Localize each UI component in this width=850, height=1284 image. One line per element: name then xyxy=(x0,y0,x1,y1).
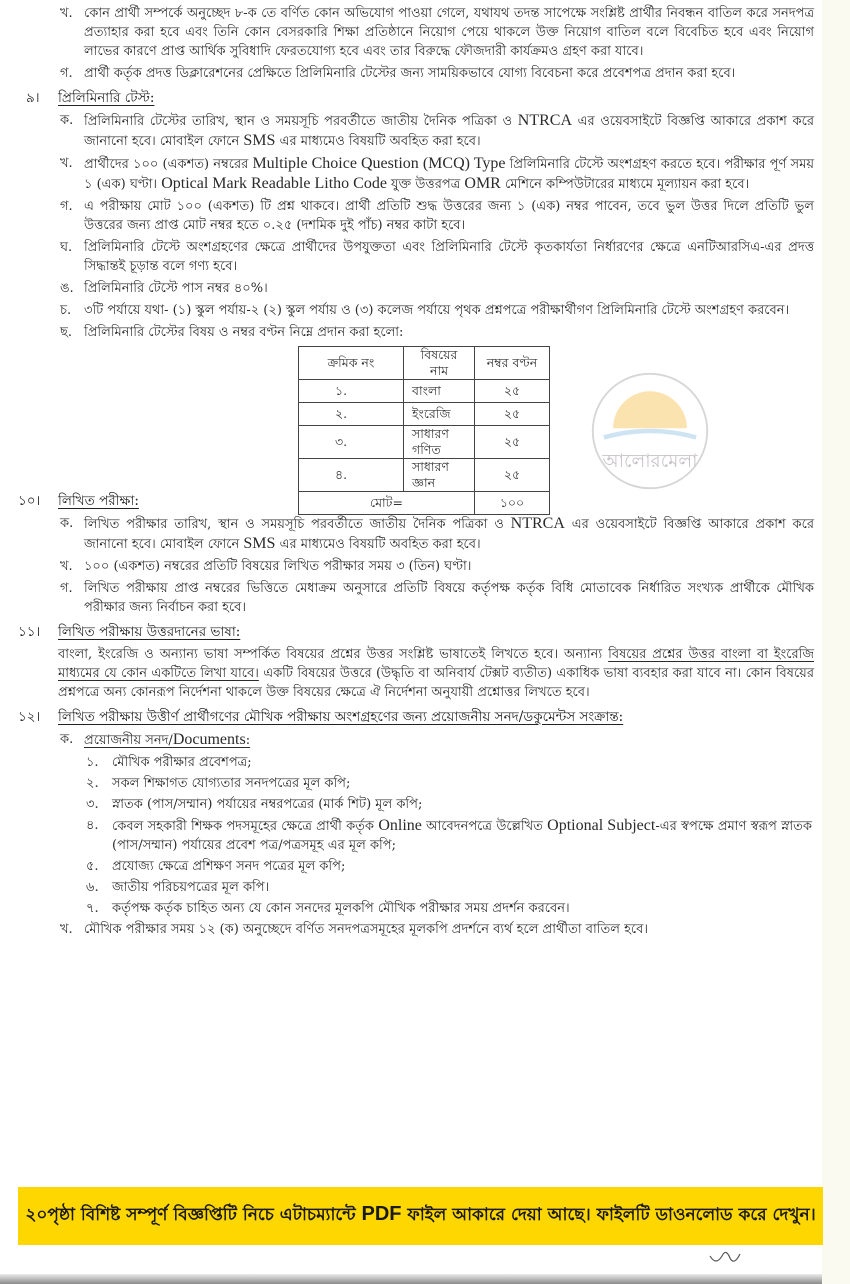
item-text: এর মাধ্যমেও বিষয়টি অবহিত করা হবে। xyxy=(275,134,481,149)
item-label: ৪. xyxy=(86,818,99,833)
page-edge xyxy=(822,0,850,1284)
body-text: বাংলা, ইংরেজি ও অন্যান্য ভাষা সম্পর্কিত বিষয়ের প্রশ্নের উত্তর সংশ্লিষ্ট ভাষাতেই লিখতে হবে। অন্যান্য xyxy=(58,647,609,662)
document-body xyxy=(0,4,822,942)
cell-marks: ২৫ xyxy=(475,403,550,426)
sub-title-en: Documents xyxy=(172,731,246,748)
item-text: প্রিলিমিনারি টেস্টের বিষয় ও নম্বর বণ্টন নিম্নে প্রদান করা হলো: xyxy=(84,325,404,340)
handwritten-signature xyxy=(690,1248,820,1272)
underlined-text: বিষয়ের প্রশ্নের উত্তর বাংলা বা ইংরেজি মাধ্যমের যে কোন একটিতে লিখা যাবে। xyxy=(58,647,814,681)
cell-subject: ইংরেজি xyxy=(404,403,475,426)
section-title: প্রিলিমিনারি টেস্ট: xyxy=(58,90,155,106)
s9-item-kha xyxy=(60,154,815,194)
cell-subject: সাধারণ জ্ঞান xyxy=(404,459,475,492)
section-number: ১২। xyxy=(18,709,41,725)
s12-sub-ka xyxy=(60,730,814,750)
sms-text: SMS xyxy=(243,535,276,552)
sms-text: SMS xyxy=(243,132,276,149)
section-number: ১০। xyxy=(18,493,41,509)
item-text: ৩টি পর্যায়ে যথা- (১) স্কুল পর্যায়-২ (২) স্কুল পর্যায় ও (৩) কলেজ পর্যায়ে পৃথক প্রশ্নপত্রে পরীক্ষার্থীগণ প্রিলিমিনারি টেস্টে অংশগ্রহণ করবেন। xyxy=(84,303,790,318)
item-kha-prev xyxy=(60,4,814,61)
s10-item-kha xyxy=(60,557,814,576)
s9-item-gha xyxy=(60,238,814,276)
item-text: কেবল সহকারী শিক্ষক পদসমূহের ক্ষেত্রে প্রার্থী কর্তৃক xyxy=(112,819,379,834)
s9-item-chha xyxy=(60,323,814,342)
item-label: খ. xyxy=(60,559,73,574)
section-9-heading xyxy=(26,88,822,108)
s9-item-cha xyxy=(60,301,814,320)
item-label: ছ. xyxy=(60,325,73,340)
ntrca-text: NTRCA xyxy=(517,112,573,129)
section-10-heading xyxy=(18,491,822,511)
cell-marks: ২৫ xyxy=(475,459,550,492)
item-text: প্রিলিমিনারি টেস্টের তারিখ, স্থান ও সময়সূচি পরবর্তীতে জাতীয় দৈনিক পত্রিকা ও xyxy=(84,114,518,129)
s11-body xyxy=(58,645,814,702)
item-text: লিখিত পরীক্ষার তারিখ, স্থান ও সময়সূচি পরবর্তীতে জাতীয় দৈনিক পত্রিকা ও xyxy=(84,517,511,532)
page-bottom-edge xyxy=(0,1274,822,1284)
total-value: ১০০ xyxy=(475,492,550,515)
cell-subject: বাংলা xyxy=(404,380,475,403)
s10-item-ga xyxy=(60,579,814,617)
item-label: গ. xyxy=(60,199,73,214)
doc-item-5 xyxy=(86,857,812,876)
item-text: প্রিলিমিনারি টেস্টে পাস নম্বর ৪০%। xyxy=(84,281,268,296)
online-text: Online xyxy=(378,817,422,834)
item-text: ১০০ (একশত) নম্বরের প্রতিটি বিষয়ের লিখিত পরীক্ষার সময় ৩ (তিন) ঘণ্টা। xyxy=(84,559,472,574)
doc-item-6 xyxy=(86,878,812,897)
item-text: প্রার্থীদের ১০০ (একশত) নম্বরের xyxy=(84,157,253,172)
table-row xyxy=(299,380,550,403)
cell-marks: ২৫ xyxy=(475,380,550,403)
banner-pdf-text: PDF xyxy=(361,1203,402,1225)
item-label: ক. xyxy=(60,516,74,531)
section-11-heading xyxy=(18,622,822,642)
item-text: স্নাতক (পাস/সম্মান) পর্যায়ের নম্বরপত্রের (মার্ক শিট) মূল কপি; xyxy=(112,797,423,812)
item-label: গ. xyxy=(60,66,73,81)
doc-item-2 xyxy=(86,774,812,793)
sub-title-bn: প্রয়োজনীয় সনদ/ xyxy=(84,733,173,748)
item-text: লিখিত পরীক্ষায় প্রাপ্ত নম্বরের ভিত্তিতে মেধাক্রম অনুসারে প্রতিটি বিষয়ে কর্তৃপক্ষ কর্তৃক বিধি মোতাবেক নির্ধারিত সংখ্যক প্রার্থীকে মৌখিক পরীক্ষার জন্য নির্বাচন করা হবে। xyxy=(84,581,814,615)
table-row xyxy=(299,426,550,459)
section-number: ১১। xyxy=(18,624,41,640)
item-label: গ. xyxy=(60,581,73,596)
item-text: মেশিনে কম্পিউটারের মাধ্যমে মূল্যায়ন করা হবে। xyxy=(500,177,750,192)
item-text: এ পরীক্ষায় মোট ১০০ (একশত) টি প্রশ্ন থাকবে। প্রার্থী প্রতিটি শুদ্ধ উত্তরের জন্য ১ (এক) নম্বর পাবেন, তবে ভুল উত্তর দিলে প্রতিটি ভুল উত্তরের জন্য প্রাপ্ত মোট নম্বর হতে ০.২৫ (দশমিক দুই পাঁচ) নম্বর কাটা হবে। xyxy=(84,199,814,233)
watermark-text: আলোরমেলা xyxy=(602,450,698,472)
item-text: প্রার্থী কর্তৃক প্রদত্ত ডিক্লারেশনের প্রেক্ষিতে প্রিলিমিনারি টেস্টের জন্য সাময়িকভাবে যোগ্য বিবেচনা করে প্রবেশপত্র প্রদান করা হবে। xyxy=(84,66,736,81)
s12-item-kha xyxy=(60,920,814,939)
s9-item-ga xyxy=(60,197,814,235)
cell-marks: ২৫ xyxy=(475,426,550,459)
sub-title-colon: : xyxy=(245,733,251,748)
item-label: ২. xyxy=(86,776,99,791)
item-label: ৭. xyxy=(86,901,99,916)
doc-item-3 xyxy=(86,795,812,814)
item-text: আবেদনপত্রে উল্লেখিত xyxy=(421,819,548,834)
item-label: চ. xyxy=(60,303,72,318)
omr-litho-text: Optical Mark Readable Litho Code xyxy=(161,175,387,192)
doc-item-7 xyxy=(86,899,812,918)
marks-distribution-table xyxy=(298,346,550,515)
item-label: ৩. xyxy=(86,797,99,812)
item-text: জাতীয় পরিচয়পত্রের মূল কপি। xyxy=(112,880,270,895)
item-text: এর ওয়েবসাইটে বিজ্ঞপ্তি আকারে প্রকাশ করে জানানো হবে। মোবাইল ফোনে xyxy=(84,517,814,552)
table-row xyxy=(299,459,550,492)
section-title: লিখিত পরীক্ষায় উত্তীর্ণ প্রার্থীগণের মৌখিক পরীক্ষায় অংশগ্রহণের জন্য প্রয়োজনীয় সনদ/ডকুমেন্টস সংক্রান্ত: xyxy=(58,709,624,725)
s9-item-umo xyxy=(60,279,814,298)
banner-text: ২০পৃষ্ঠা বিশিষ্ট সম্পূর্ণ বিজ্ঞপ্তিটি নিচে এটাচম্যান্টে xyxy=(25,1205,362,1225)
item-text: মৌখিক পরীক্ষার সময় ১২ (ক) অনুচ্ছেদে বর্ণিত সনদপত্রসমূহের মূলকপি প্রদর্শনে ব্যর্থ হলে প্রার্থীতা বাতিল হবে। xyxy=(84,922,649,937)
item-label: ঙ. xyxy=(60,281,74,296)
item-ga-prev xyxy=(60,64,814,83)
item-text: প্রিলিমিনারি টেস্টে অংশগ্রহণ করতে হবে। পরীক্ষার পূর্ণ সময় ১ (এক) ঘণ্টা। xyxy=(84,157,815,192)
item-text: প্রিলিমিনারি টেস্টে অংশগ্রহণের ক্ষেত্রে প্রার্থীদের উপযুক্ততা এবং প্রিলিমিনারি টেস্টে কৃতকার্যতা নির্ধারণের ক্ষেত্রে এনটিআরসিএ-এর প্রদত্ত সিদ্ধান্তই চূড়ান্ত বলে গণ্য হবে। xyxy=(84,240,814,274)
item-text: সকল শিক্ষাগত যোগ্যতার সনদপত্রের মূল কপি; xyxy=(112,776,351,791)
item-label: ৫. xyxy=(86,859,99,874)
item-text: মৌখিক পরীক্ষার প্রবেশপত্র; xyxy=(112,755,252,770)
item-label: ৬. xyxy=(86,880,99,895)
item-text: এর ওয়েবসাইটে বিজ্ঞপ্তি আকারে প্রকাশ করে জানানো হবে। মোবাইল ফোনে xyxy=(84,114,814,149)
s10-item-ka xyxy=(60,514,814,554)
item-label: খ. xyxy=(60,6,73,21)
total-label: মোট= xyxy=(299,492,475,515)
item-text: কোন প্রার্থী সম্পর্কে অনুচ্ছেদ ৮-ক তে বর্ণিত কোন অভিযোগ পাওয়া গেলে, যথাযথ তদন্ত সাপেক্ষে সংশ্লিষ্ট প্রার্থীর নিবন্ধন বাতিল করে সনদপত্র প্রত্যাহার করা হবে এবং তিনি কোন বেসরকারি শিক্ষা প্রতিষ্ঠানে নিয়োগ পেয়ে থাকলে উক্ত নিয়োগ বাতিল বলে বিবেচিত হবে এবং নিয়োগ লাভের কারণে প্রাপ্ত আর্থিক সুবিধাদি ফেরতযোগ্য হবে এবং তার বিরুদ্ধে ফৌজদারী কার্যক্রমও গ্রহণ করা যাবে। xyxy=(84,6,814,59)
mcq-text: Multiple Choice Question (MCQ) Type xyxy=(252,155,506,172)
header-subject: বিষয়ের নাম xyxy=(404,347,475,380)
item-label: ১. xyxy=(86,755,99,770)
cell-serial: ৩. xyxy=(299,426,404,459)
optional-subject-text: Optional Subject xyxy=(547,817,656,834)
header-marks: নম্বর বণ্টন xyxy=(475,347,550,380)
section-title: লিখিত পরীক্ষায় উত্তরদানের ভাষা: xyxy=(58,624,241,640)
cell-subject: সাধারণ গণিত xyxy=(404,426,475,459)
doc-item-4 xyxy=(86,816,813,855)
section-title: লিখিত পরীক্ষা: xyxy=(58,493,139,509)
omr-text: OMR xyxy=(464,175,501,192)
s9-item-ka xyxy=(60,111,814,151)
item-label: ক. xyxy=(60,113,74,128)
item-label: ক. xyxy=(60,732,74,747)
header-serial: ক্রমিক নং xyxy=(299,347,404,380)
item-text: যুক্ত উত্তরপত্র xyxy=(386,177,465,192)
doc-item-1 xyxy=(86,753,812,772)
section-number: ৯। xyxy=(26,90,40,106)
cell-serial: ৪. xyxy=(299,459,404,492)
item-text: -এর স্বপক্ষে প্রমাণ স্বরূপ স্নাতক (পাস/সম্মান) পর্যায়ের প্রবেশ পত্র/পত্রসমূহ এর মূল কপি; xyxy=(112,819,813,853)
banner-text: ফাইল আকারে দেয়া আছে। ফাইলটি ডাওনলোড করে দেখুন। xyxy=(401,1205,816,1225)
table-row xyxy=(299,403,550,426)
download-notice-banner xyxy=(18,1187,823,1245)
cell-serial: ১. xyxy=(299,380,404,403)
item-label: খ. xyxy=(60,156,73,171)
item-label: ঘ. xyxy=(60,240,73,255)
item-text: কর্তৃপক্ষ কর্তৃক চাহিত অন্য যে কোন সনদের মূলকপি মৌখিক পরীক্ষার সময় প্রদর্শন করবেন। xyxy=(112,901,570,916)
ntrca-text: NTRCA xyxy=(510,515,565,532)
item-text: এর মাধ্যমেও বিষয়টি অবহিত করা হবে। xyxy=(275,537,481,552)
section-12-heading xyxy=(18,707,822,727)
body-text: একটি বিষয়ের উত্তরে (উদ্ধৃতি বা অনিবার্য টেক্সট ব্যতীত) একাধিক ভাষা ব্যবহার করা যাবে না। কোন বিষয়ের প্রশ্নপত্রে অন্য কোনরূপ নির্দেশনা থাকলে উক্ত বিষয়ের ক্ষেত্রে ঐ নির্দেশনা অনুযায়ী প্রশ্নোত্তর লিখতে হবে। xyxy=(58,666,814,700)
item-label: খ. xyxy=(60,922,73,937)
cell-serial: ২. xyxy=(299,403,404,426)
table-header-row xyxy=(299,347,550,380)
item-text: প্রযোজ্য ক্ষেত্রে প্রশিক্ষণ সনদ পত্রের মূল কপি; xyxy=(112,859,346,874)
